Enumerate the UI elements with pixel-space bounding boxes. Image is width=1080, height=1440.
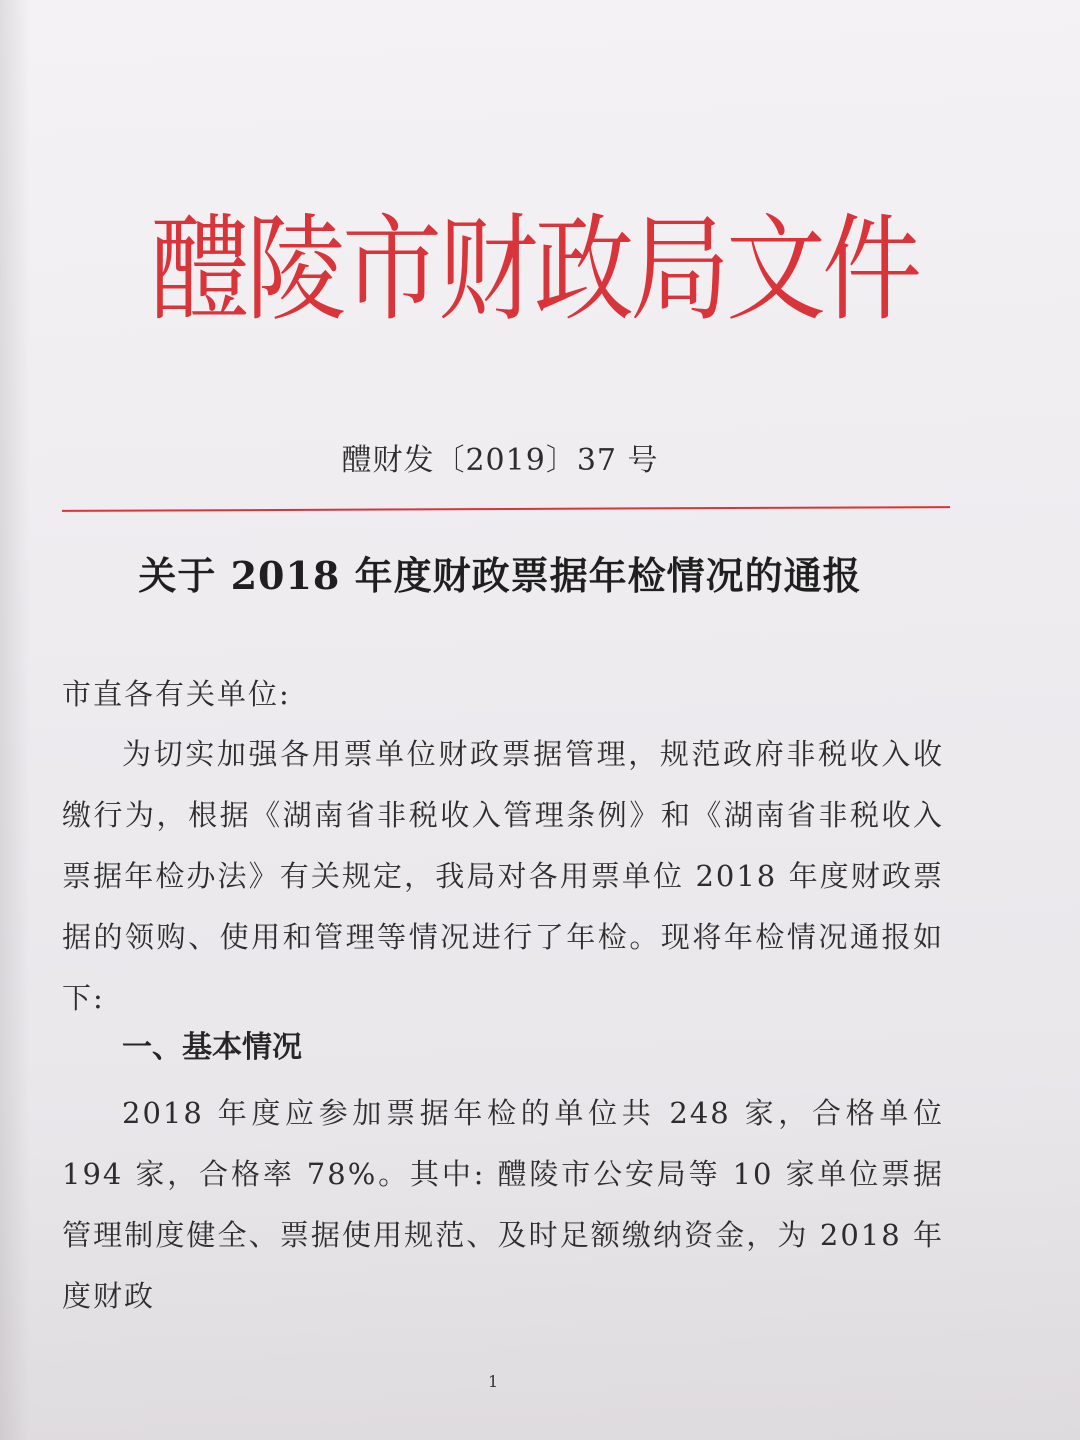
header-char: 财 xyxy=(438,202,538,337)
header-char: 件 xyxy=(822,202,922,337)
page-number: 1 xyxy=(488,1372,499,1391)
header-char: 陵 xyxy=(246,202,346,337)
salutation: 市直各有关单位: xyxy=(62,677,291,711)
header-char: 政 xyxy=(534,202,634,337)
red-divider-line xyxy=(62,506,950,512)
header-char: 市 xyxy=(342,202,442,337)
header-char: 局 xyxy=(630,202,730,337)
page-shadow xyxy=(0,0,30,1440)
section-paragraph: 2018 年度应参加票据年检的单位共 248 家，合格单位 194 家，合格率 78%。其中: 醴陵市公安局等 10 家单位票据管理制度健全、票据使用规范、及时足额缴纳资金，为 2018 年度财政 xyxy=(62,1096,944,1313)
document-title: 关于 2018 年度财政票据年检情况的通报 xyxy=(138,553,862,598)
body-paragraph: 为切实加强各用票单位财政票据管理，规范政府非税收入收缴行为，根据《湖南省非税收入管理条例》和《湖南省非税收入票据年检办法》有关规定，我局对各用票单位 2018 年度财政票据的领购、使用和管理等情况进行了年检。现将年检情况通报如下: xyxy=(62,737,944,1015)
header-char: 文 xyxy=(726,202,826,337)
issuing-authority-header xyxy=(150,195,922,345)
document-number: 醴财发〔2019〕37 号 xyxy=(341,443,659,478)
header-char: 醴 xyxy=(150,202,250,337)
section-heading: 一、基本情况 xyxy=(122,1030,302,1065)
